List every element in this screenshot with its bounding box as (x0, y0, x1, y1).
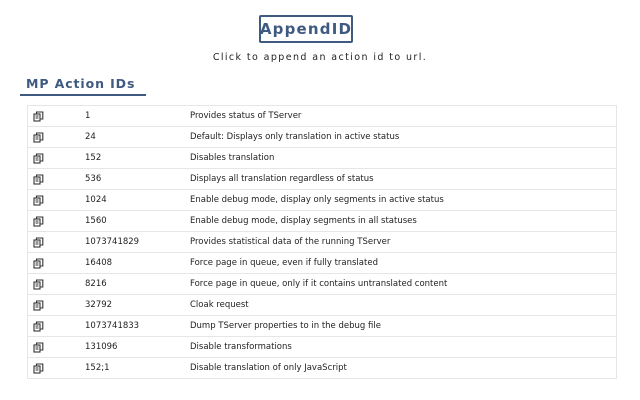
action-id-value: 536 (85, 174, 102, 184)
copy-icon[interactable] (33, 216, 44, 227)
action-row[interactable] (28, 211, 616, 232)
action-row[interactable] (28, 358, 616, 379)
action-row[interactable] (28, 127, 616, 148)
action-id-value: 1560 (85, 216, 107, 226)
action-description: Dump TServer properties to in the debug file (190, 321, 381, 331)
action-description: Enable debug mode, display only segments in active status (190, 195, 444, 205)
action-description: Cloak request (190, 300, 249, 310)
copy-icon[interactable] (33, 174, 44, 185)
action-row[interactable] (28, 169, 616, 190)
copy-icon[interactable] (33, 153, 44, 164)
action-row[interactable] (28, 337, 616, 358)
app-title: AppendID (259, 20, 353, 38)
copy-icon[interactable] (33, 300, 44, 311)
action-description: Disable translation of only JavaScript (190, 363, 347, 373)
copy-icon[interactable] (33, 279, 44, 290)
action-row[interactable] (28, 106, 616, 127)
copy-icon[interactable] (33, 111, 44, 122)
copy-icon[interactable] (33, 237, 44, 248)
action-id-value: 1073741833 (85, 321, 140, 331)
copy-icon[interactable] (33, 321, 44, 332)
action-description: Enable debug mode, display segments in all statuses (190, 216, 417, 226)
action-description: Force page in queue, even if fully translated (190, 258, 378, 268)
action-description: Disables translation (190, 153, 275, 163)
action-row[interactable] (28, 232, 616, 253)
action-row[interactable] (28, 295, 616, 316)
action-id-value: 8216 (85, 279, 107, 289)
copy-icon[interactable] (33, 195, 44, 206)
action-row[interactable] (28, 190, 616, 211)
action-description: Default: Displays only translation in active status (190, 132, 400, 142)
action-description: Provides status of TServer (190, 111, 302, 121)
action-row[interactable] (28, 316, 616, 337)
action-description: Force page in queue, only if it contains untranslated content (190, 279, 448, 289)
action-id-value: 1024 (85, 195, 107, 205)
action-id-value: 16408 (85, 258, 113, 268)
action-description: Provides statistical data of the running TServer (190, 237, 391, 247)
action-row[interactable] (28, 253, 616, 274)
action-row[interactable] (28, 148, 616, 169)
action-description: Disable transformations (190, 342, 292, 352)
action-id-value: 24 (85, 132, 96, 142)
action-id-value: 152 (85, 153, 102, 163)
action-id-value: 131096 (85, 342, 118, 352)
action-id-value: 152;1 (85, 363, 110, 373)
copy-icon[interactable] (33, 342, 44, 353)
action-row[interactable] (28, 274, 616, 295)
action-id-value: 1073741829 (85, 237, 140, 247)
instruction-text: Click to append an action id to url. (212, 52, 428, 63)
copy-icon[interactable] (33, 258, 44, 269)
app-title-box (259, 15, 353, 43)
action-id-value: 1 (85, 111, 91, 121)
action-description: Displays all translation regardless of status (190, 174, 374, 184)
action-id-value: 32792 (85, 300, 113, 310)
section-heading: MP Action IDs (26, 76, 136, 91)
copy-icon[interactable] (33, 363, 44, 374)
section-underline (20, 94, 146, 96)
action-id-table (27, 105, 617, 379)
copy-icon[interactable] (33, 132, 44, 143)
